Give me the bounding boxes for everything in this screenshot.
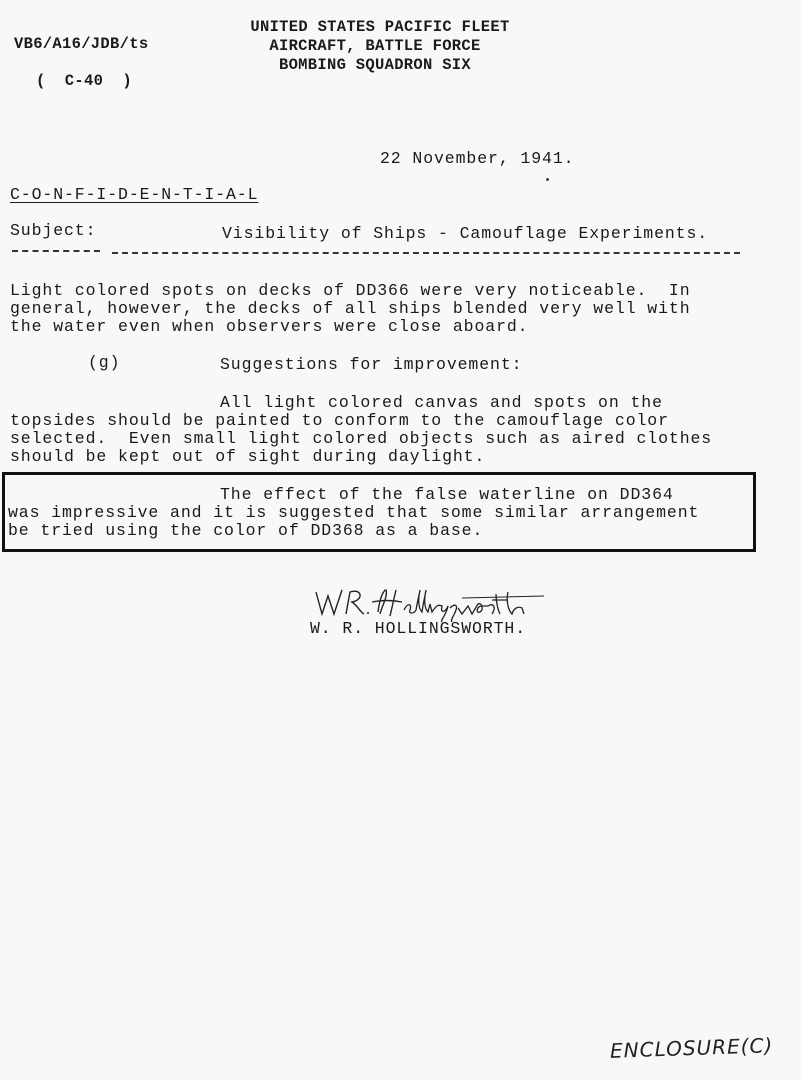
subject-divider-long xyxy=(112,252,740,254)
classification-heading: C-O-N-F-I-D-E-N-T-I-A-L xyxy=(10,185,259,204)
subject-value: Visibility of Ships - Camouflage Experiments. xyxy=(222,224,709,243)
document-date: 22 November, 1941. xyxy=(380,149,575,168)
document-number: ( C-40 ) xyxy=(36,72,133,90)
subject-label: Subject: xyxy=(10,221,97,240)
item-g-heading: Suggestions for improvement: xyxy=(220,355,523,374)
paragraph-2-line-4: should be kept out of sight during daylight. xyxy=(10,447,486,466)
subject-divider-short xyxy=(12,250,100,252)
enclosure-mark: ENCLOSURE(C) xyxy=(609,1033,774,1063)
paragraph-3-line-2: was impressive and it is suggested that some similar arrangement xyxy=(8,503,700,522)
paragraph-2-line-3: selected. Even small light colored objects such as aired clothes xyxy=(10,429,713,448)
ink-speck xyxy=(546,178,549,181)
paragraph-2-line-2: topsides should be painted to conform to the camouflage color xyxy=(10,411,669,430)
org-line-1: UNITED STATES PACIFIC FLEET xyxy=(250,18,510,36)
handwritten-signature xyxy=(312,586,552,622)
file-code: VB6/A16/JDB/ts xyxy=(14,35,149,53)
org-line-2: AIRCRAFT, BATTLE FORCE xyxy=(269,37,481,55)
paragraph-3-line-3: be tried using the color of DD368 as a base. xyxy=(8,521,484,540)
org-line-3: BOMBING SQUADRON SIX xyxy=(278,56,472,74)
typed-signature: W. R. HOLLINGSWORTH. xyxy=(310,619,527,638)
paragraph-1-line-1: Light colored spots on decks of DD366 were very noticeable. In xyxy=(10,281,691,300)
paragraph-3-line-1: The effect of the false waterline on DD364 xyxy=(220,485,674,504)
paragraph-1-line-2: general, however, the decks of all ships blended very well with xyxy=(10,299,691,318)
paragraph-2-line-1: All light colored canvas and spots on the xyxy=(220,393,663,412)
paragraph-1-line-3: the water even when observers were close aboard. xyxy=(10,317,529,336)
item-g-label: (g) xyxy=(88,353,121,372)
